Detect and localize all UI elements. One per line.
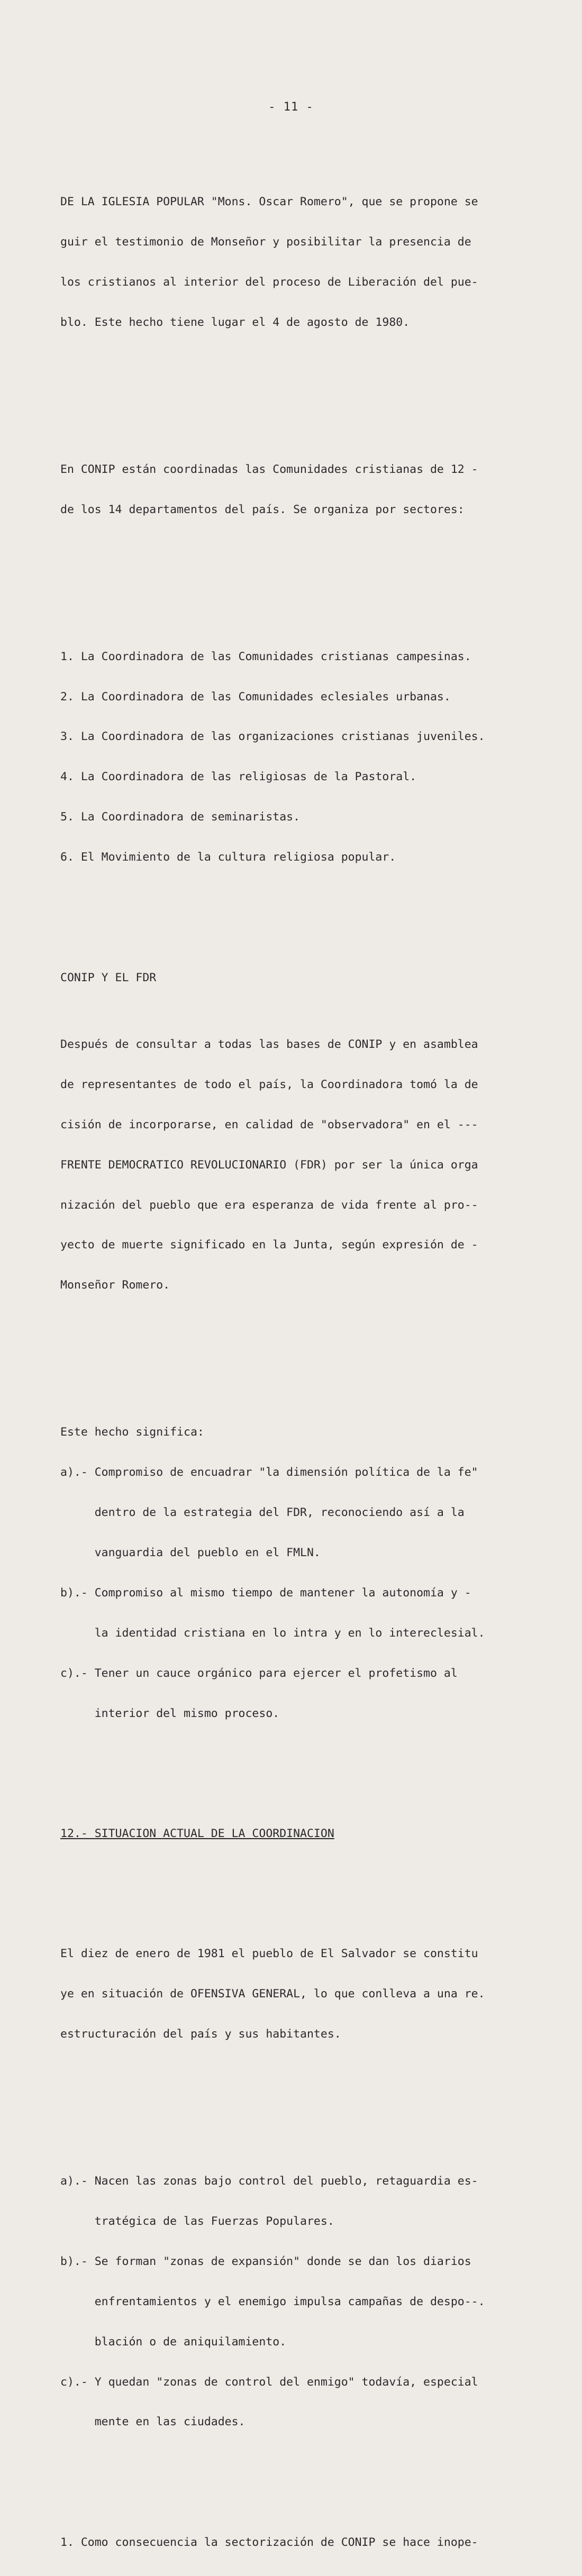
list-item: c).- Y quedan "zonas de control del enmigo" todavía, especial [60, 2375, 478, 2389]
text-line: cisión de incorporarse, en calidad de "observadora" en el --- [60, 1118, 478, 1131]
text-line: de los 14 departamentos del país. Se organiza por sectores: [60, 503, 465, 516]
text-line: FRENTE DEMOCRATICO REVOLUCIONARIO (FDR) por ser la única orga [60, 1158, 478, 1172]
text-line: ye en situación de OFENSIVA GENERAL, lo que conlleva a una re. [60, 1987, 485, 2001]
text-line: estructuración del país y sus habitantes. [60, 2027, 341, 2041]
document-body [60, 142, 526, 2576]
list-item: b).- Compromiso al mismo tiempo de mantener la autonomía y - [60, 1586, 471, 1600]
text-line: Monseñor Romero. [60, 1278, 170, 1292]
text-line: vanguardia del pueblo en el FMLN. [60, 1546, 321, 1559]
page-number: - 11 - [268, 101, 314, 114]
fdr-paragraph [60, 1011, 526, 1319]
text-line: enfrentamientos y el enemigo impulsa campañas de despo--. [60, 2295, 485, 2308]
text-line: El diez de enero de 1981 el pueblo de El Salvador se constitu [60, 1947, 478, 1961]
text-line: mente en las ciudades. [60, 2415, 245, 2429]
text-line: blo. Este hecho tiene lugar el 4 de agosto de 1980. [60, 315, 410, 329]
list-item: b).- Se forman "zonas de expansión" donde se dan los diarios [60, 2254, 471, 2268]
text-line: los cristianos al interior del proceso de Liberación del pue- [60, 275, 478, 289]
list-item: 2. La Coordinadora de las Comunidades eclesiales urbanas. [60, 690, 451, 704]
list-item: c).- Tener un cauce orgánico para ejercer el profetismo al [60, 1666, 458, 1680]
list-item: 3. La Coordinadora de las organizaciones cristianas juveniles. [60, 730, 485, 744]
list-item: a).- Compromiso de encuadrar "la dimensión política de la fe" [60, 1466, 478, 1479]
text-line: DE LA IGLESIA POPULAR "Mons. Oscar Romero", que se propone se [60, 195, 478, 209]
text-line: interior del mismo proceso. [60, 1706, 280, 1720]
list-item: 4. La Coordinadora de las religiosas de la Pastoral. [60, 770, 417, 784]
text-line: tratégica de las Fuerzas Populares. [60, 2214, 334, 2228]
text-line: guir el testimonio de Monseñor y posibilitar la presencia de [60, 235, 471, 249]
list-item: 6. El Movimiento de la cultura religiosa popular. [60, 851, 396, 864]
conip-paragraph [60, 436, 526, 543]
text-line: blación o de aniquilamiento. [60, 2335, 287, 2349]
text-line: la identidad cristiana en lo intra y en lo intereclesial. [60, 1626, 485, 1640]
fdr-heading: CONIP Y EL FDR [60, 971, 157, 984]
text-line: de representantes de todo el país, la Coordinadora tomó la de [60, 1077, 478, 1091]
sectors-list [60, 623, 526, 891]
text-line: dentro de la estrategia del FDR, reconociendo así a la [60, 1506, 465, 1520]
text-line: yecto de muerte significado en la Junta, según expresión de - [60, 1238, 478, 1252]
text-line: En CONIP están coordinadas las Comunidades cristianas de 12 - [60, 462, 478, 476]
list-item: 5. La Coordinadora de seminaristas. [60, 810, 301, 824]
situacion-paragraph [60, 1921, 526, 2068]
list-item: a).- Nacen las zonas bajo control del pueblo, retaguardia es- [60, 2175, 478, 2188]
intro-paragraph [60, 169, 526, 356]
text-line: Después de consultar a todas las bases de CONIP y en asamblea [60, 1038, 478, 1051]
text-line: Este hecho significa: [60, 1426, 204, 1439]
text-line: nización del pueblo que era esperanza de vida frente al pro-- [60, 1198, 478, 1212]
zonas-list [60, 2148, 526, 2455]
section-heading: 12.- SITUACION ACTUAL DE LA COORDINACION [60, 1826, 334, 1840]
significa-list [60, 1399, 526, 1747]
final-line: 1. Como consecuencia la sectorización de CONIP se hace inope- [60, 2535, 478, 2549]
list-item: 1. La Coordinadora de las Comunidades cristianas campesinas. [60, 650, 471, 663]
